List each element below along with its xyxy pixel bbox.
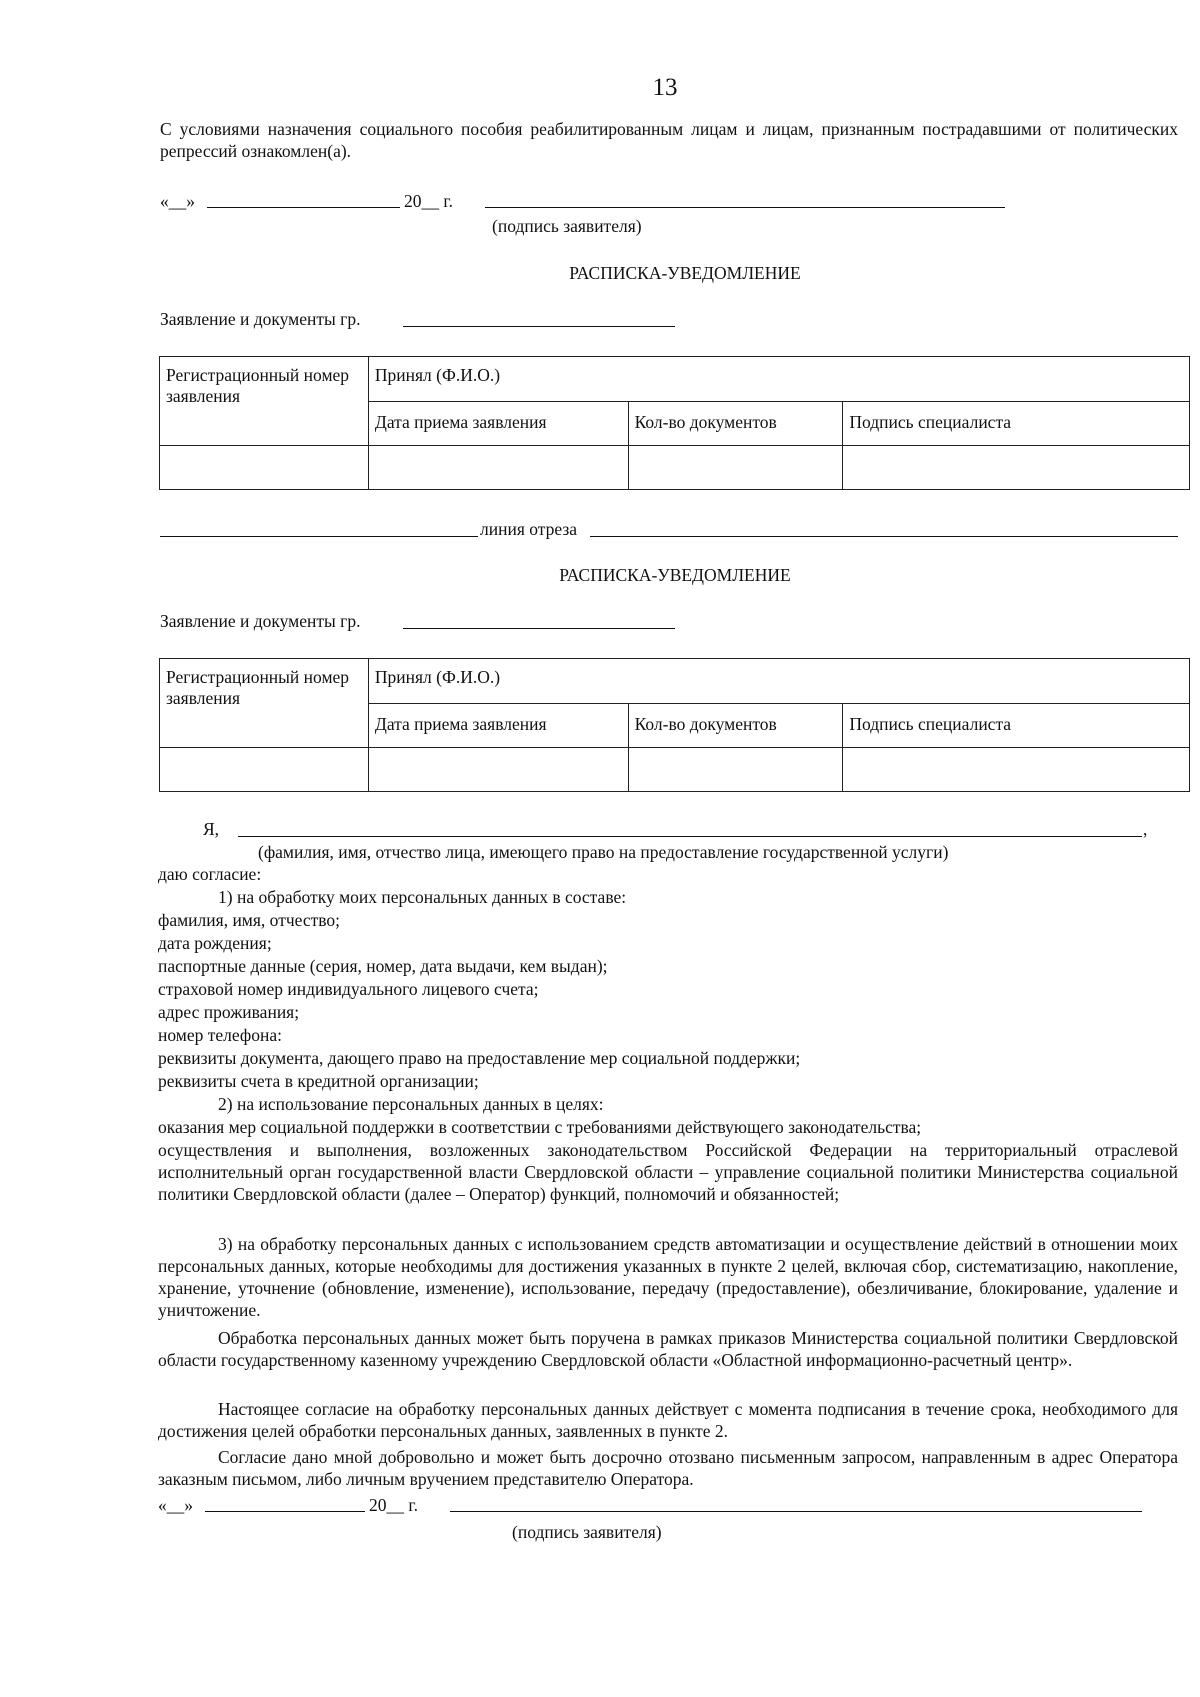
applicant-label: Заявление и документы гр. — [160, 309, 361, 329]
consent-i-label: Я, — [203, 819, 220, 839]
reg-number-cell[interactable] — [160, 446, 369, 490]
list-item: реквизиты документа, дающего право на предоставление мер социальной поддержки; — [158, 1048, 801, 1068]
consent-give-label: даю согласие: — [158, 864, 262, 884]
reg-number-cell[interactable] — [160, 748, 369, 792]
specialist-signature-cell[interactable] — [843, 446, 1190, 490]
cut-line-left — [160, 536, 478, 537]
list-item: номер телефона: — [158, 1025, 282, 1045]
date-day-quote: «__» — [158, 1495, 193, 1515]
reg-number-header: Регистрационный номер заявления — [160, 659, 369, 748]
applicant-signature-field[interactable] — [450, 1511, 1142, 1512]
receipt-title: РАСПИСКА-УВЕДОМЛЕНИЕ — [559, 565, 791, 585]
date-received-cell[interactable] — [368, 446, 628, 490]
list-item: фамилия, имя, отчество; — [158, 910, 341, 930]
docs-count-header: Кол-во документов — [628, 402, 843, 446]
cut-line-label: линия отреза — [480, 519, 578, 539]
list-item: дата рождения; — [158, 933, 272, 953]
date-received-header: Дата приема заявления — [368, 402, 628, 446]
docs-count-header: Кол-во документов — [628, 704, 843, 748]
specialist-signature-header: Подпись специалиста — [843, 704, 1190, 748]
accepted-by-header: Принял (Ф.И.О.) — [368, 659, 1189, 704]
specialist-signature-cell[interactable] — [843, 748, 1190, 792]
consent-name-caption: (фамилия, имя, отчество лица, имеющего право на предоставление государственной услуги) — [258, 842, 949, 862]
page-number: 13 — [652, 74, 678, 101]
applicant-label: Заявление и документы гр. — [160, 611, 361, 631]
list-item: паспортные данные (серия, номер, дата выдачи, кем выдан); — [158, 956, 608, 976]
docs-count-cell[interactable] — [628, 446, 843, 490]
date-month-field[interactable] — [205, 1511, 365, 1512]
accepted-by-header: Принял (Ф.И.О.) — [368, 357, 1189, 402]
consent-purpose-1: оказания мер социальной поддержки в соответствии с требованиями действующего законодательства; — [158, 1117, 922, 1137]
receipt-title: РАСПИСКА-УВЕДОМЛЕНИЕ — [569, 263, 801, 283]
date-received-cell[interactable] — [368, 748, 628, 792]
intro-paragraph: С условиями назначения социального пособия реабилитированным лицам и лицам, признанным пострадавшими от политических репрессий ознакомлен(а). — [160, 119, 1178, 161]
consent-fullname-field[interactable] — [238, 836, 1142, 837]
consent-item-3: 3) на обработку персональных данных с использованием средств автоматизации и осуществление действий в отношении моих персональных данных, которые необходимы для достижения указанных в пункте 2 целей, включая сбор, систематизацию, накопление, хранение, уточнение (обновление, изменение), использование, передачу (предоставление), обезличивание, блокирование, удаление и уничтожение. — [158, 1234, 1178, 1320]
consent-item-2: 2) на использование персональных данных в целях: — [218, 1094, 604, 1114]
consent-item-1: 1) на обработку моих персональных данных в составе: — [218, 887, 627, 907]
date-received-header: Дата приема заявления — [368, 704, 628, 748]
date-year-prefix: 20__ г. — [404, 191, 453, 211]
date-day-quote: «__» — [160, 191, 195, 211]
consent-validity-paragraph: Настоящее согласие на обработку персональных данных действует с момента подписания в течение срока, необходимого для достижения целей обработки персональных данных, заявленных в пункте 2. — [158, 1399, 1178, 1441]
specialist-signature-header: Подпись специалиста — [843, 402, 1190, 446]
signature-caption: (подпись заявителя) — [492, 216, 642, 236]
receipt-table — [159, 356, 1190, 490]
consent-comma: , — [1143, 819, 1148, 839]
date-month-field[interactable] — [207, 207, 400, 208]
list-item: адрес проживания; — [158, 1002, 300, 1022]
applicant-name-field[interactable] — [403, 628, 675, 629]
cut-line-right — [590, 536, 1178, 537]
list-item: страховой номер индивидуального лицевого счета; — [158, 979, 539, 999]
list-item: реквизиты счета в кредитной организации; — [158, 1071, 479, 1091]
applicant-signature-field[interactable] — [485, 207, 1005, 208]
date-year-prefix: 20__ г. — [369, 1495, 418, 1515]
consent-voluntary-paragraph: Согласие дано мной добровольно и может быть досрочно отозвано письменным запросом, направленным в адрес Оператора заказным письмом, либо личным вручением представителю Оператора. — [158, 1447, 1178, 1489]
consent-purpose-2: осуществления и выполнения, возложенных законодательством Российской Федерации на территориальный отраслевой исполнительный орган государственной власти Свердловской области – управление социальной политики Министерства социальной политики Свердловской области (далее – Оператор) функций, полномочий и обязанностей; — [158, 1140, 1178, 1204]
docs-count-cell[interactable] — [628, 748, 843, 792]
applicant-name-field[interactable] — [403, 326, 675, 327]
consent-processing-paragraph: Обработка персональных данных может быть поручена в рамках приказов Министерства социальной политики Свердловской области государственному казенному учреждению Свердловской области «Областной информационно-расчетный центр». — [158, 1328, 1178, 1370]
signature-caption: (подпись заявителя) — [512, 1522, 662, 1542]
receipt-table — [159, 658, 1190, 792]
reg-number-header: Регистрационный номер заявления — [160, 357, 369, 446]
